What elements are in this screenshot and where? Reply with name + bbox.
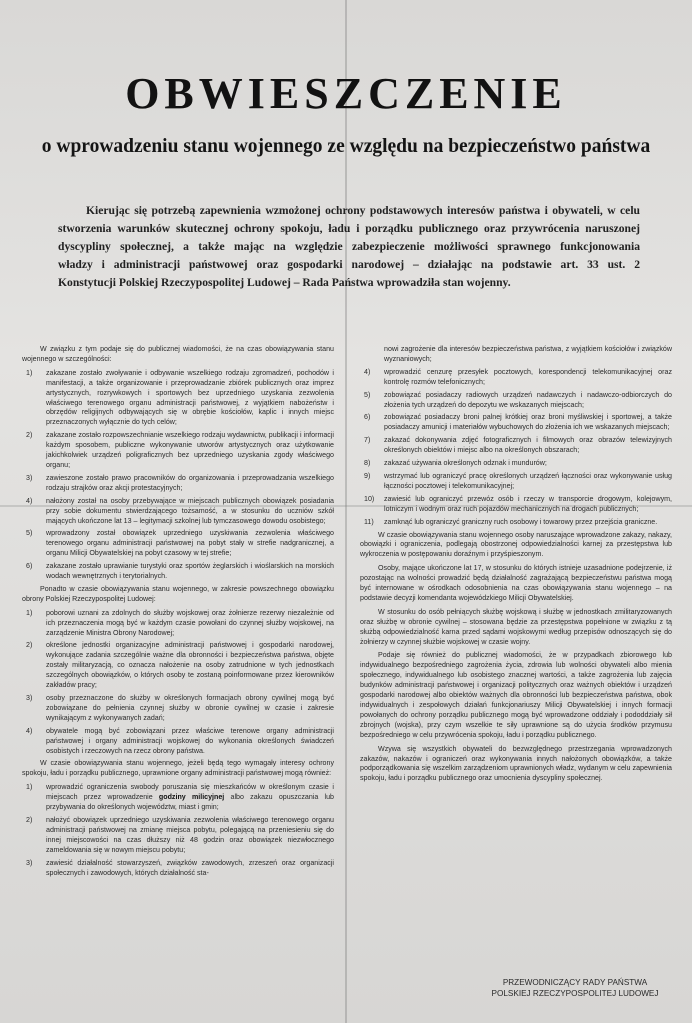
item-number: 4) [26,726,33,735]
list-item [360,472,672,492]
item-text: zamknąć lub ograniczyć graniczny ruch osobowy i towarowy przez przejścia graniczne. [384,517,658,526]
item-number: 5) [364,390,371,399]
item-number: 1) [26,368,33,377]
item-text: zakazane zostało rozpowszechnianie wszelkiego rodzaju wydawnictw, publikacji i informacji każdym sposobem, publiczne wykonywanie utworów artystycznych oraz użytkowanie jakichkolwiek urządzeń poligraficznych bez uprzedniego uzyskania zgody właściwego organu; [46,431,334,469]
list-item [22,369,334,428]
list-item [22,431,334,471]
item-number: 2) [26,815,33,824]
list-item [22,694,334,724]
list-item [360,459,672,469]
preamble-line: władzy i administracji państwowej oraz gospodarki narodowej – działając na podstawie art. 33 ust. 2 [58,258,640,271]
list-item [22,641,334,691]
paragraph: W czasie obowiązywania stanu wojennego, jeżeli będą tego wymagały interesy ochrony spokoju, ładu i porządku publicznego, uprawnione organy administracji państwowej mogą również: [22,759,334,778]
item-text: zawiesić lub ograniczyć przewóz osób i rzeczy w transporcie drogowym, kolejowym, lotniczym i wodnym oraz ruch pojazdów mechanicznych na drogach publicznych; [384,494,672,513]
item-text: nałożony został na osoby przebywające w miejscach publicznych obowiązek posiadania przy sobie dokumentu stwierdzającego tożsamość, a w stosunku do uczniów szkół mających ukończone lat 13 – legitymacji szkolnej lub tymczasowego dowodu osobistego; [46,496,334,525]
item-number: 1) [26,608,33,617]
list-item [360,518,672,528]
list-item [22,474,334,494]
signature-line: POLSKIEJ RZECZYPOSPOLITEJ LUDOWEJ [491,989,659,998]
item-number: 3) [26,858,33,867]
item-number: 6) [364,413,371,422]
paragraph: Wzywa się wszystkich obywateli do bezwzględnego przestrzegania wprowadzonych zakazów, nakazów i ograniczeń oraz wykonywania innych nałożonych obowiązków, a także podporządkowania się wszelkim zarządzeniom uprawnionych władz, wydanym w celu zapewnienia spokoju, ładu i porządku publicznego oraz umocnienia dyscypliny społecznej. [360,744,672,783]
preamble [58,202,640,292]
paragraph: W związku z tym podaje się do publicznej wiadomości, że na czas obowiązywania stanu wojennego w szczególności: [22,345,334,363]
list-item [22,783,334,813]
item-text: osoby przeznaczone do służby w określonych formacjach obrony cywilnej mogą być zobowiązane do pełnienia czynnej służby w obronie cywilnej w czasie i zakresie wynikającym z wykonywanych zadań; [46,694,334,722]
preamble-line: Kierując się potrzebą zapewnienia wzmożonej ochrony podstawowych interesów państwa i obywateli, w celu [86,204,640,217]
preamble-line: stworzenia warunków skutecznej ochrony spokoju, ładu i porządku publicznego oraz przywrócenia naruszonej [58,222,640,235]
item-number: 7) [364,436,371,445]
item-text: obywatele mogą być zobowiązani przez właściwe terenowe organy administracji państwowej i organy administracji wojskowej do wykonania określonych świadczeń osobistych i rzeczowych na rzecz obrony państwa. [46,726,334,755]
item-text: wprowadzony został obowiązek uprzedniego uzyskiwania zezwolenia właściwego terenowego organu administracji państwowej na pobyt stały w strefie nadgranicznej, a organu Milicji Obywatelskiej na pobyt czasowy w tej strefie; [46,529,334,558]
list-item [22,497,334,527]
item-text-part: wprowadzić ograniczenia swobody poruszania się mieszkańców w określonym czasie i miejscach przez wprowadzenie [46,783,334,802]
item-number: 11) [364,517,374,526]
item-number: 10) [364,494,375,503]
paragraph: Podaje się również do publicznej wiadomości, że w przypadkach zbiorowego lub indywidualnego bezpośredniego zagrożenia życia, zdrowia lub wolności obywateli albo mienia społecznego, indywidualnego lub osobistego znacznej wartości, a także zagrożenia lub zajęcia budynków administracji państwowej i organizacji politycznych oraz ważnych obiektów i urządzeń gospodarki narodowej albo obiektów ważnych dla obronności lub bezpieczeństwa państwa, obok indywidualnych i zespołowych działań funkcjonariuszy Milicji Obywatelskiej i innych formacji powołanych do ochrony porządku publicznego mogą być wprowadzone oddziały i pododdziały sił zbrojnych (wojska), przy czym wszelkie te siły uprawnione są do użycia środków przymusu bezpośredniego w celu przywrócenia spokoju, ładu i porządku publicznego. [360,651,672,739]
list-item [22,816,334,856]
paragraph: Osoby, mające ukończone lat 17, w stosunku do których istnieje uzasadnione podejrzenie, iż pozostając na wolności prowadzić będą działalność zagrażającą bezpieczeństwu państwa mogą być internowane w ośrodkach odosobnienia na czas obowiązywania stanu wojennego – na podstawie decyzji komendanta wojewódzkiego Milicji Obywatelskiej. [360,564,672,602]
item-text [46,783,334,813]
right-column [360,345,672,788]
item-text-part: albo zakazu opuszczania lub przybywania do określonych województw, miast i gmin; [46,793,334,812]
item-text: zawiesić działalność stowarzyszeń, związków zawodowych, zrzeszeń oraz organizacji społecznych i zawodowych, których działalność sta- [46,858,334,877]
list-item [22,529,334,559]
item-text: zakazane zostało zwoływanie i odbywanie wszelkiego rodzaju zgromadzeń, pochodów i manifestacji, a także organizowanie i przeprowadzanie zbiórek publicznych oraz imprez artystycznych, rozrywkowych i sportowych bez uprzedniego uzyskania zezwolenia właściwego terenowego organu administracji państwowej, z wyjątkiem nabożeństw i obrzędów religijnych odbywających się w obrębie kościołów, kaplic i innych miejsc przeznaczonych wyłącznie do tych celów; [46,368,334,427]
item-text: nowi zagrożenie dla interesów bezpieczeństwa państwa, z wyjątkiem kościołów i związków wyznaniowych; [384,345,672,363]
item-number: 5) [26,529,33,538]
item-text: zobowiązać posiadaczy radiowych urządzeń nadawczych i nadawczo-odbiorczych do złożenia tych urządzeń do depozytu we wskazanych miejscach; [384,390,672,409]
left-column [22,345,334,881]
signature-line: PRZEWODNICZĄCY RADY PAŃSTWA [502,978,648,987]
item-text: zakazać używania określonych odznak i mundurów; [384,459,547,468]
item-text: nałożyć obowiązek uprzedniego uzyskiwania zezwolenia właściwego terenowego organu administracji państwowej na zmianę miejsca pobytu, polegającą na przeniesieniu się do innej miejscowości na czas dłuższy niż 48 godzin oraz obowiązek niezwłocznego zameldowania się w nowym miejscu pobytu; [46,815,334,854]
item-number: 2) [26,431,33,440]
item-number: 6) [26,562,33,571]
item-text: wstrzymać lub ograniczyć pracę określonych urządzeń łączności oraz wykonywanie usług łączności pocztowej i telekomunikacyjnej; [384,471,672,490]
signature-block [470,977,680,999]
list-item [22,859,334,879]
list-item [22,562,334,582]
item-number: 9) [364,471,371,480]
list-item [22,727,334,757]
item-text: zawieszone zostało prawo pracowników do organizowania i przeprowadzania wszelkiego rodzaju strajków oraz akcji protestacyjnych; [46,473,334,492]
paragraph: W czasie obowiązywania stanu wojennego osoby naruszające wprowadzone zakazy, nakazy, obowiązki i ograniczenia, podlegają obostrzonej odpowiedzialności karnej za przestępstwa lub wykroczenia w postępowaniu doraźnym i przyśpieszonym. [360,530,672,559]
curfew-emphasis: godziny milicyjnej [158,793,225,802]
list-item [360,495,672,515]
paragraph: Ponadto w czasie obowiązywania stanu wojennego, w zakresie powszechnego obowiązku obrony Polskiej Rzeczypospolitej Ludowej: [22,584,334,603]
item-number: 1) [26,783,33,792]
item-number: 3) [26,694,33,702]
item-number: 8) [364,459,371,468]
list-item [360,413,672,433]
item-text: zakazane zostało uprawianie turystyki oraz sportów żeglarskich i wioślarskich na morskich wodach wewnętrznych i terytorialnych. [46,562,334,581]
item-text: zobowiązać posiadaczy broni palnej krótkiej oraz broni myśliwskiej i sportowej, a także posiadaczy amunicji i materiałów wybuchowych do złożenia ich we wskazanych miejscach; [384,413,672,432]
page-subtitle: o wprowadzeniu stanu wojennego ze względu na bezpieczeństwo państwa [41,136,651,157]
item-text: wprowadzić cenzurę przesyłek pocztowych, korespondencji telekomunikacyjnej oraz kontrolę rozmów telefonicznych; [384,367,672,386]
item-text: określone jednostki organizacyjne administracji państwowej i gospodarki narodowej, wykonujące zadania szczególnie ważne dla obronności i bezpieczeństwa państwa, objęte zostały militaryzacją, co oznacza nałożenie na osoby zatrudnione w tych jednostkach szczególnych obowiązków, o których osoby te zostaną poinformowane przez kierowników zakładów pracy; [46,641,334,690]
item-text: poborowi uznani za zdolnych do służby wojskowej oraz żołnierze rezerwy niezależnie od ich przeznaczenia mogą być w każdym czasie powołani do czynnej służby wojskowej, na zarządzenie Ministra Obrony Narodowej; [46,608,334,637]
item-number: 4) [364,367,371,376]
list-item [360,391,672,411]
preamble-line: Konstytucji Polskiej Rzeczypospolitej Ludowej – Rada Państwa wprowadziła stan wojenny. [58,276,511,289]
list-item [360,368,672,388]
item-text: zakazać dokonywania zdjęć fotograficznych i filmowych oraz obrazów telewizyjnych określonych obiektów i miejsc albo na określonych obszarach; [384,436,672,455]
list-item [360,436,672,456]
list-item [22,609,334,639]
list-item-continuation [360,345,672,365]
preamble-line: dyscypliny społecznej, a także mając na względzie zabezpieczenie możliwości sprawnego funkcjonowania [58,240,640,253]
paragraph: W stosunku do osób pełniących służbę wojskową i służbę w jednostkach zmilitaryzowanych oraz służbę w obronie cywilnej – stosowana będzie za przestępstwa popełnione w związku z tą służbą odpowiedzialność karna przed sądami wojskowymi według przepisów odnoszących się do żołnierzy w czynnej służbie wojskowej w czasie wojny. [360,607,672,646]
item-number: 3) [26,473,33,482]
page-title: OBWIESZCZENIE [125,69,567,118]
item-number: 2) [26,641,33,650]
item-number: 4) [26,496,33,505]
